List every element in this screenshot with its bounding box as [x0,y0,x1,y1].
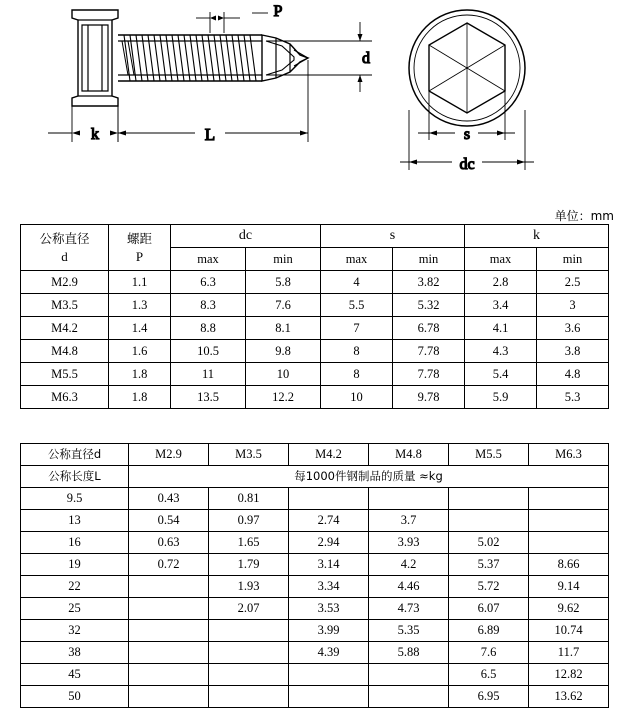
cell-d: M4.2 [21,317,109,340]
mass-table-wrapper [20,443,609,708]
cell-mass: 6.07 [449,598,529,620]
header-col-M5.5: M5.5 [449,444,529,466]
cell-mass: 2.94 [289,532,369,554]
cell-mass: 11.7 [529,642,609,664]
cell-mass [129,686,209,708]
cell-mass [129,664,209,686]
table-row [21,488,609,510]
cell-mass: 0.54 [129,510,209,532]
header-col-M3.5: M3.5 [209,444,289,466]
cell-k-max: 5.4 [465,363,537,386]
header-col-M2.9: M2.9 [129,444,209,466]
cell-dc-max: 8.3 [171,294,246,317]
cell-P: 1.6 [109,340,171,363]
cell-d: M3.5 [21,294,109,317]
cell-mass [369,664,449,686]
cell-k-min: 3.6 [537,317,609,340]
header-dc-min: min [246,248,321,271]
header-col-M6.3: M6.3 [529,444,609,466]
cell-s-min: 7.78 [393,363,465,386]
cell-s-max: 10 [321,386,393,409]
header-pitch-cn: 螺距 [126,230,152,246]
table-row [21,510,609,532]
table-row [21,576,609,598]
cell-mass: 6.5 [449,664,529,686]
cell-k-max: 3.4 [465,294,537,317]
header-s-min: min [393,248,465,271]
cell-mass: 5.88 [369,642,449,664]
header-nominal-diameter-d: 公称直径d [21,444,129,466]
table-row [21,532,609,554]
end-view [409,10,525,126]
mass-note-row [21,466,609,488]
label-L: L [204,125,216,144]
cell-L: 22 [21,576,129,598]
cell-mass [129,576,209,598]
table-row [21,598,609,620]
cell-d: M5.5 [21,363,109,386]
cell-s-min: 7.78 [393,340,465,363]
cell-mass: 13.62 [529,686,609,708]
cell-L: 50 [21,686,129,708]
cell-mass [209,664,289,686]
cell-mass: 1.93 [209,576,289,598]
header-k: k [465,225,609,248]
cell-mass: 1.79 [209,554,289,576]
threaded-shank [118,35,266,81]
table-row [21,642,609,664]
cell-d: M2.9 [21,271,109,294]
cell-mass: 8.66 [529,554,609,576]
cell-s-min: 9.78 [393,386,465,409]
cell-P: 1.8 [109,386,171,409]
table-row [21,271,609,294]
cell-s-max: 5.5 [321,294,393,317]
cell-dc-max: 11 [171,363,246,386]
header-nominal-length-L: 公称长度L [21,466,129,488]
cell-s-max: 4 [321,271,393,294]
cell-dc-max: 8.8 [171,317,246,340]
table-row [21,620,609,642]
flange-head [72,10,118,106]
cell-mass [209,620,289,642]
cell-mass [289,664,369,686]
cell-L: 45 [21,664,129,686]
cell-s-max: 8 [321,340,393,363]
cell-L: 25 [21,598,129,620]
mass-table [20,443,609,708]
table-row [21,386,609,409]
cell-mass: 3.14 [289,554,369,576]
header-k-max: max [465,248,537,271]
cell-mass: 0.43 [129,488,209,510]
cell-mass [369,488,449,510]
cell-L: 32 [21,620,129,642]
technical-drawing [0,0,626,205]
cell-mass [289,488,369,510]
cell-L: 13 [21,510,129,532]
mass-table-header-row [21,444,609,466]
header-nominal-diameter-sym: d [61,248,68,264]
cell-mass: 0.97 [209,510,289,532]
cell-mass: 4.2 [369,554,449,576]
table-row [21,686,609,708]
cell-mass: 5.35 [369,620,449,642]
cell-d: M4.8 [21,340,109,363]
header-s-max: max [321,248,393,271]
mass-note: 每1000件钢制品的质量 ≈kg [129,466,609,488]
cell-mass: 3.99 [289,620,369,642]
cell-mass: 3.7 [369,510,449,532]
drill-point [262,35,308,81]
cell-mass: 12.82 [529,664,609,686]
screw-drawing-svg [0,0,626,205]
cell-mass [449,488,529,510]
cell-mass: 0.72 [129,554,209,576]
cell-mass: 5.37 [449,554,529,576]
cell-mass: 6.95 [449,686,529,708]
table-row [21,664,609,686]
cell-d: M6.3 [21,386,109,409]
cell-s-max: 7 [321,317,393,340]
cell-mass: 2.74 [289,510,369,532]
cell-k-max: 4.1 [465,317,537,340]
cell-mass: 3.93 [369,532,449,554]
cell-mass [529,510,609,532]
cell-mass: 5.72 [449,576,529,598]
label-dc: dc [459,156,475,173]
table-header-row-1 [21,225,609,248]
cell-s-min: 5.32 [393,294,465,317]
cell-k-min: 3 [537,294,609,317]
cell-mass: 9.62 [529,598,609,620]
cell-mass [529,532,609,554]
header-col-M4.2: M4.2 [289,444,369,466]
dimensions-table [20,224,609,409]
dimension-P [196,12,240,33]
cell-mass [209,642,289,664]
cell-mass: 6.89 [449,620,529,642]
cell-mass: 1.65 [209,532,289,554]
table-row [21,363,609,386]
cell-k-min: 2.5 [537,271,609,294]
header-k-min: min [537,248,609,271]
cell-dc-min: 7.6 [246,294,321,317]
cell-L: 19 [21,554,129,576]
cell-mass [129,642,209,664]
cell-mass: 0.63 [129,532,209,554]
table-row [21,294,609,317]
cell-P: 1.4 [109,317,171,340]
cell-L: 38 [21,642,129,664]
cell-mass: 4.73 [369,598,449,620]
cell-dc-min: 10 [246,363,321,386]
cell-mass: 4.46 [369,576,449,598]
cell-dc-max: 6.3 [171,271,246,294]
header-pitch [109,225,171,271]
cell-k-max: 4.3 [465,340,537,363]
header-nominal-diameter [21,225,109,271]
label-P: P [273,3,283,20]
cell-mass [129,620,209,642]
label-d: d [362,50,370,67]
cell-s-min: 3.82 [393,271,465,294]
cell-k-min: 3.8 [537,340,609,363]
cell-k-min: 5.3 [537,386,609,409]
label-k: k [91,126,99,143]
table-row [21,554,609,576]
header-pitch-sym: P [135,248,144,264]
unit-note: 单位：mm [554,209,614,223]
cell-P: 1.1 [109,271,171,294]
table-row [21,317,609,340]
header-nominal-diameter-cn: 公称直径 [39,230,90,246]
header-col-M4.8: M4.8 [369,444,449,466]
cell-mass: 10.74 [529,620,609,642]
header-dc-max: max [171,248,246,271]
cell-k-min: 4.8 [537,363,609,386]
cell-mass: 0.81 [209,488,289,510]
header-s: s [321,225,465,248]
cell-dc-max: 13.5 [171,386,246,409]
cell-mass: 3.53 [289,598,369,620]
cell-mass [129,598,209,620]
cell-k-max: 2.8 [465,271,537,294]
cell-dc-min: 9.8 [246,340,321,363]
cell-dc-max: 10.5 [171,340,246,363]
cell-mass: 3.34 [289,576,369,598]
cell-mass: 5.02 [449,532,529,554]
cell-mass [369,686,449,708]
cell-mass: 7.6 [449,642,529,664]
cell-s-min: 6.78 [393,317,465,340]
label-s: s [463,126,471,143]
table-row [21,340,609,363]
cell-L: 16 [21,532,129,554]
cell-mass: 2.07 [209,598,289,620]
header-dc: dc [171,225,321,248]
cell-dc-min: 5.8 [246,271,321,294]
cell-mass [289,686,369,708]
cell-mass [529,488,609,510]
cell-mass [449,510,529,532]
cell-s-max: 8 [321,363,393,386]
cell-L: 9.5 [21,488,129,510]
cell-P: 1.8 [109,363,171,386]
cell-dc-min: 12.2 [246,386,321,409]
cell-k-max: 5.9 [465,386,537,409]
cell-mass: 9.14 [529,576,609,598]
dimensions-table-wrapper [20,224,609,409]
cell-mass: 4.39 [289,642,369,664]
cell-P: 1.3 [109,294,171,317]
cell-dc-min: 8.1 [246,317,321,340]
cell-mass [209,686,289,708]
